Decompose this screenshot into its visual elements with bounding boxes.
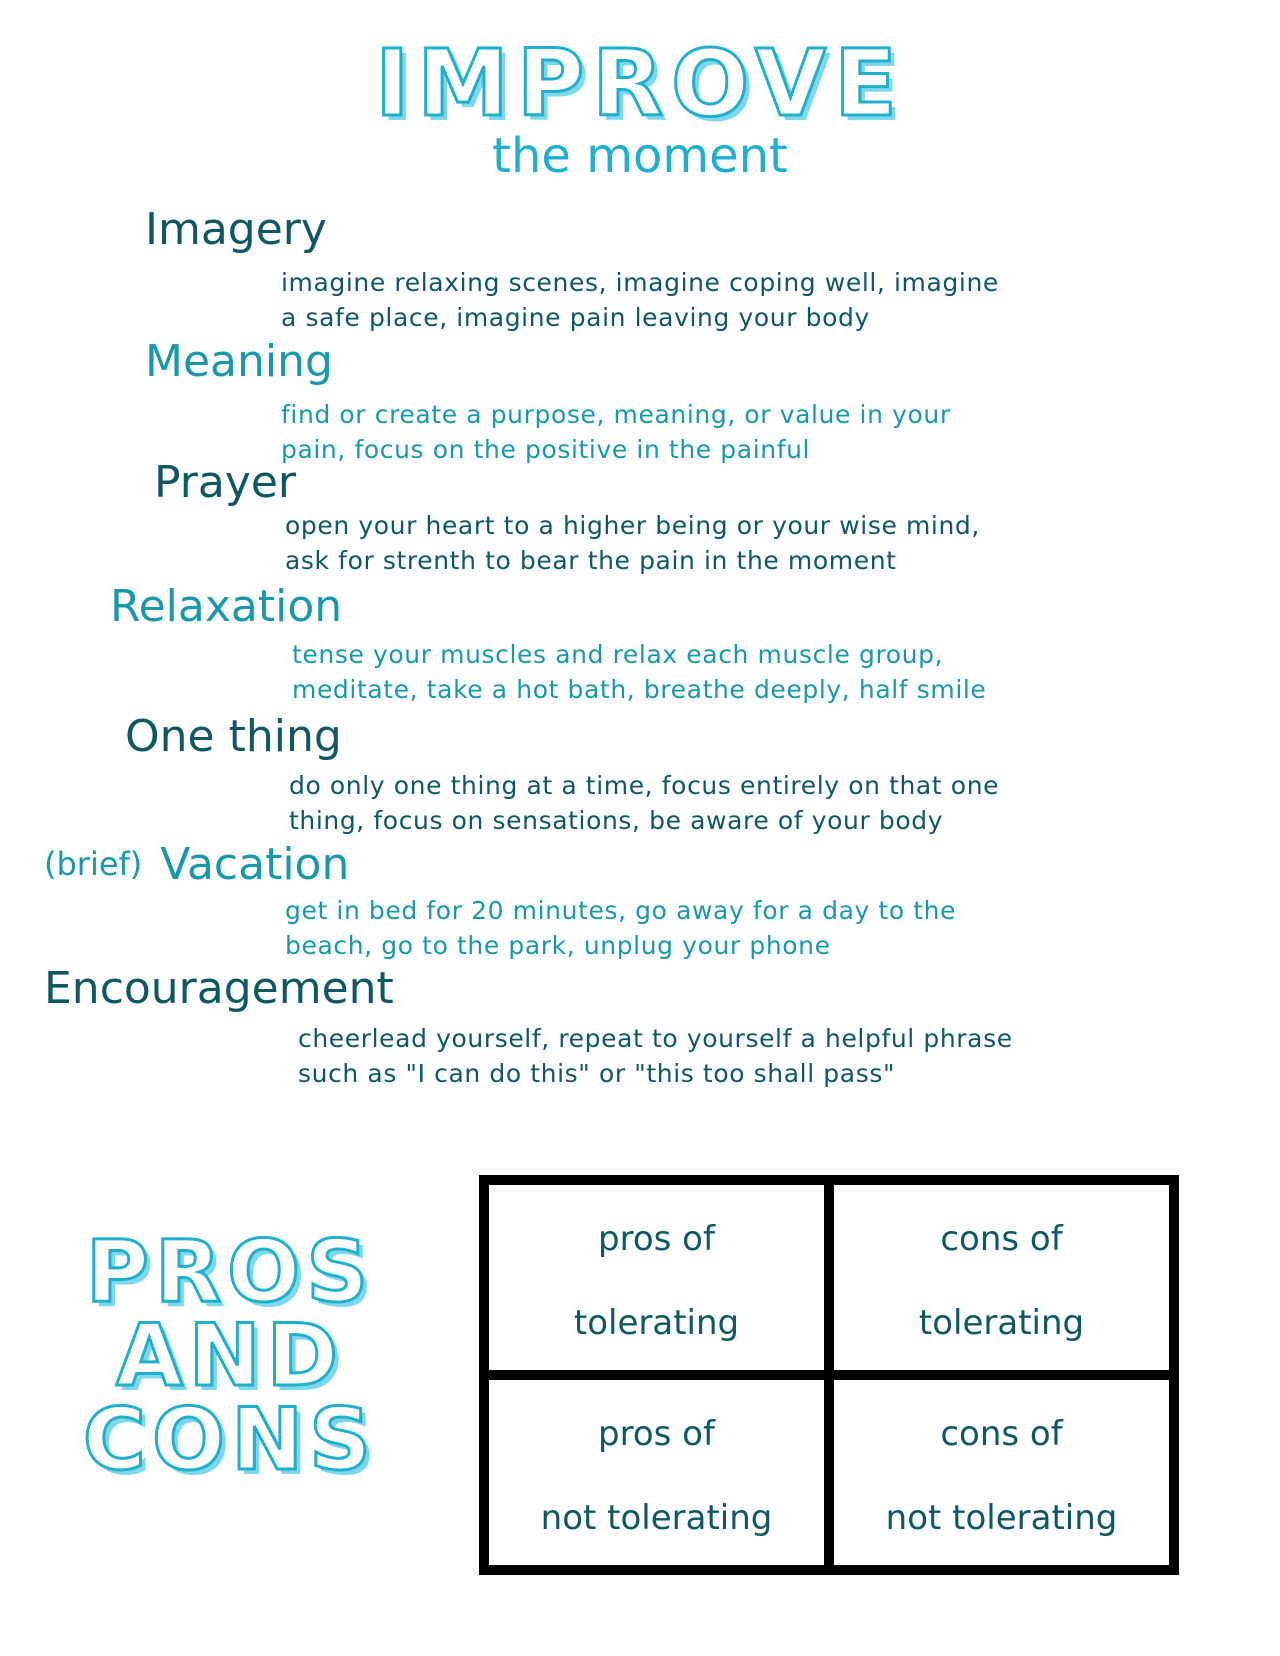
skill-heading-text: Prayer — [154, 457, 297, 508]
skill-heading-text: Encouragement — [44, 963, 394, 1014]
pros-cons-title-line: AND — [116, 1306, 344, 1406]
grid-cell-line: pros of — [598, 1414, 715, 1454]
pros-cons-title-line: PROS — [85, 1222, 375, 1322]
skill-heading-prefix: (brief) — [44, 845, 143, 883]
skill-desc-line: thing, focus on sensations, be aware of your body — [289, 806, 944, 835]
skill-heading-text: Relaxation — [110, 581, 343, 632]
skill-desc-line: open your heart to a higher being or your wise mind, — [285, 511, 980, 540]
skill-heading-text: Meaning — [145, 336, 333, 387]
skill-desc-line: ask for strenth to bear the pain in the moment — [285, 546, 897, 575]
skill-heading-vacation — [44, 839, 350, 890]
skill-heading-text: Imagery — [145, 204, 327, 255]
skill-desc-line: do only one thing at a time, focus entirely on that one — [289, 771, 1000, 800]
grid-cell-line: tolerating — [573, 1303, 740, 1343]
grid-cell-line: not tolerating — [540, 1498, 773, 1538]
skill-desc-prayer — [285, 508, 980, 578]
skill-heading-one-thing — [125, 711, 342, 762]
skill-heading-prayer — [154, 457, 297, 508]
skill-desc-encouragement — [298, 1021, 1013, 1091]
skill-desc-one-thing — [289, 768, 999, 838]
skill-desc-line: cheerlead yourself, repeat to yourself a helpful phrase — [298, 1024, 1013, 1053]
skill-desc-relaxation — [292, 637, 986, 707]
grid-cell-line: cons of — [940, 1414, 1063, 1454]
pros-cons-title-line: CONS — [82, 1390, 378, 1490]
skill-desc-line: beach, go to the park, unplug your phone — [285, 931, 831, 960]
grid-cell-pros-tolerating — [489, 1185, 829, 1375]
grid-cell-cons-tolerating — [829, 1185, 1169, 1375]
pros-cons-grid — [479, 1175, 1179, 1575]
skill-desc-line: find or create a purpose, meaning, or value in your — [281, 400, 951, 429]
skill-desc-meaning — [281, 397, 951, 467]
page-subtitle: the moment — [492, 128, 788, 184]
skill-desc-line: meditate, take a hot bath, breathe deeply, half smile — [292, 675, 987, 704]
skill-desc-line: pain, focus on the positive in the painful — [281, 435, 811, 464]
skill-heading-relaxation — [110, 581, 343, 632]
skill-heading-text: One thing — [125, 711, 342, 762]
grid-cell-line: pros of — [598, 1219, 715, 1259]
grid-cell-line: not tolerating — [885, 1498, 1118, 1538]
skill-desc-line: a safe place, imagine pain leaving your body — [281, 303, 870, 332]
skill-desc-line: such as "I can do this" or "this too shall pass" — [298, 1059, 896, 1088]
skill-desc-vacation — [285, 893, 956, 963]
grid-cell-line: tolerating — [918, 1303, 1085, 1343]
grid-cell-pros-not-tolerating — [489, 1375, 829, 1565]
page-title: IMPROVE — [375, 30, 905, 137]
skill-heading-imagery — [145, 204, 327, 255]
skill-heading-meaning — [145, 336, 333, 387]
skill-desc-line: tense your muscles and relax each muscle group, — [292, 640, 944, 669]
skill-desc-line: get in bed for 20 minutes, go away for a day to the — [285, 896, 957, 925]
skill-heading-encouragement — [44, 963, 394, 1014]
skill-heading-text: Vacation — [160, 839, 350, 890]
skill-desc-imagery — [281, 265, 999, 335]
grid-cell-cons-not-tolerating — [829, 1375, 1169, 1565]
grid-cell-line: cons of — [940, 1219, 1063, 1259]
pros-cons-title — [70, 1222, 390, 1490]
skill-desc-line: imagine relaxing scenes, imagine coping well, imagine — [281, 268, 999, 297]
